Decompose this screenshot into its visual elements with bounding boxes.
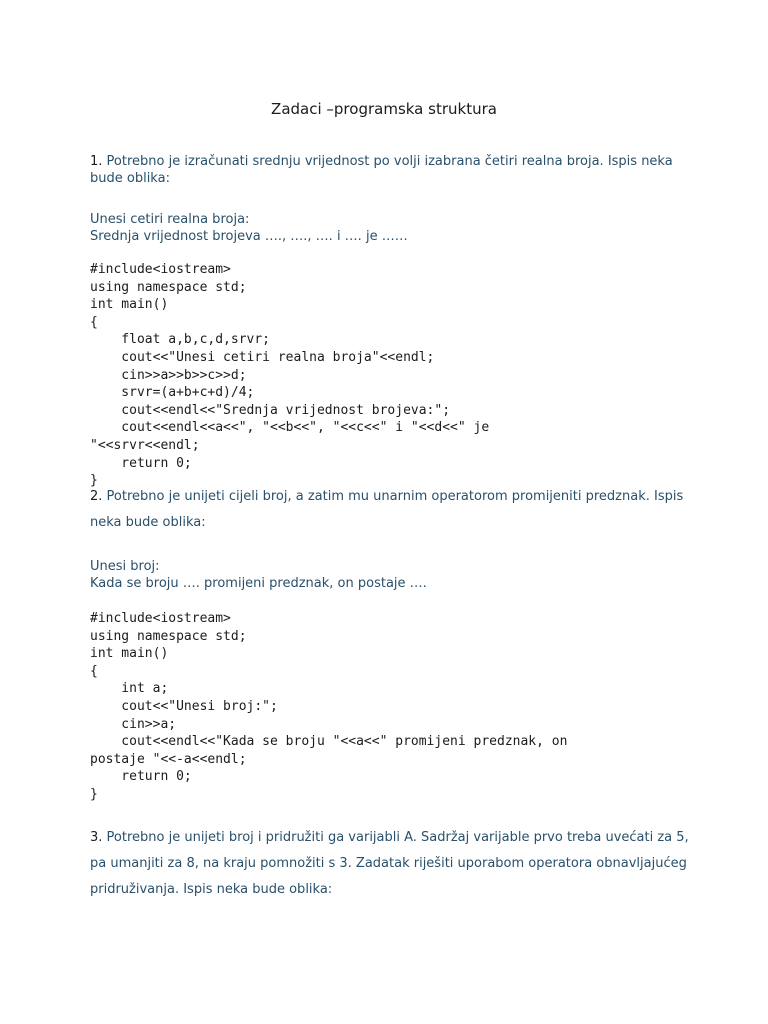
task-2-number: 2. [90, 489, 103, 504]
code-line: cout<<"Unesi cetiri realna broja"<<endl; [90, 349, 435, 365]
task-3-number: 3. [90, 830, 103, 845]
code-line: int a; [90, 681, 169, 697]
code-line: cout<<endl<<a<<", "<<b<<", "<<c<<" i "<<d<<" je [90, 420, 490, 436]
code-line: cin>>a; [90, 716, 177, 732]
code-line: cout<<"Unesi broj:"; [90, 698, 278, 714]
code-line: return 0; [90, 769, 192, 785]
code-line: using namespace std; [90, 628, 247, 644]
code-line: cout<<endl<<"Srednja vrijednost brojeva:"; [90, 402, 451, 418]
code-line: int main() [90, 297, 169, 313]
task-2-code-block [90, 610, 690, 804]
task-2-sample-output [90, 558, 690, 592]
task-1-sample-output [90, 211, 690, 245]
code-line: #include<iostream> [90, 611, 231, 626]
task-3-text: Potrebno je unijeti broj i pridružiti ga varijabli A. Sadržaj varijable prvo treba uvećati za 5, pa umanjiti za 8, na kraju pomnožiti s 3. Zadatak riješiti uporabom operatora obnavljajućeg pridruživanja. Ispis neka bude oblika: [90, 830, 689, 897]
code-line: float a,b,c,d,srvr; [90, 332, 271, 348]
code-line: using namespace std; [90, 279, 247, 295]
code-line: { [90, 314, 98, 330]
sample-line: Srednja vrijednost brojeva …., …., …. i …. je …… [90, 229, 408, 244]
code-line: return 0; [90, 455, 192, 471]
task-3-description [90, 825, 690, 903]
task-1-description [90, 153, 690, 187]
code-line: int main() [90, 646, 169, 662]
sample-line: Unesi cetiri realna broja: [90, 212, 250, 227]
task-1-text: Potrebno je izračunati srednju vrijednost po volji izabrana četiri realna broja. Ispis neka bude oblika: [90, 154, 673, 186]
code-line: srvr=(a+b+c+d)/4; [90, 385, 255, 401]
sample-line: Kada se broju …. promijeni predznak, on postaje …. [90, 576, 427, 591]
task-2-description [90, 484, 690, 536]
code-line: { [90, 663, 98, 679]
code-line: cout<<endl<<"Kada se broju "<<a<<" promijeni predznak, on [90, 734, 568, 750]
task-1-code-block [90, 261, 690, 490]
code-line: #include<iostream> [90, 262, 231, 277]
code-line: } [90, 473, 98, 489]
code-line: cin>>a>>b>>c>>d; [90, 367, 247, 383]
sample-line: Unesi broj: [90, 559, 160, 574]
task-1-number: 1. [90, 154, 103, 169]
code-line: postaje "<<-a<<endl; [90, 751, 247, 767]
document-title: Zadaci –programska struktura [271, 100, 497, 118]
code-line: "<<srvr<<endl; [90, 437, 200, 453]
code-line: } [90, 786, 98, 802]
task-2-text: Potrebno je unijeti cijeli broj, a zatim mu unarnim operatorom promijeniti predznak. Ispis neka bude oblika: [90, 489, 684, 530]
